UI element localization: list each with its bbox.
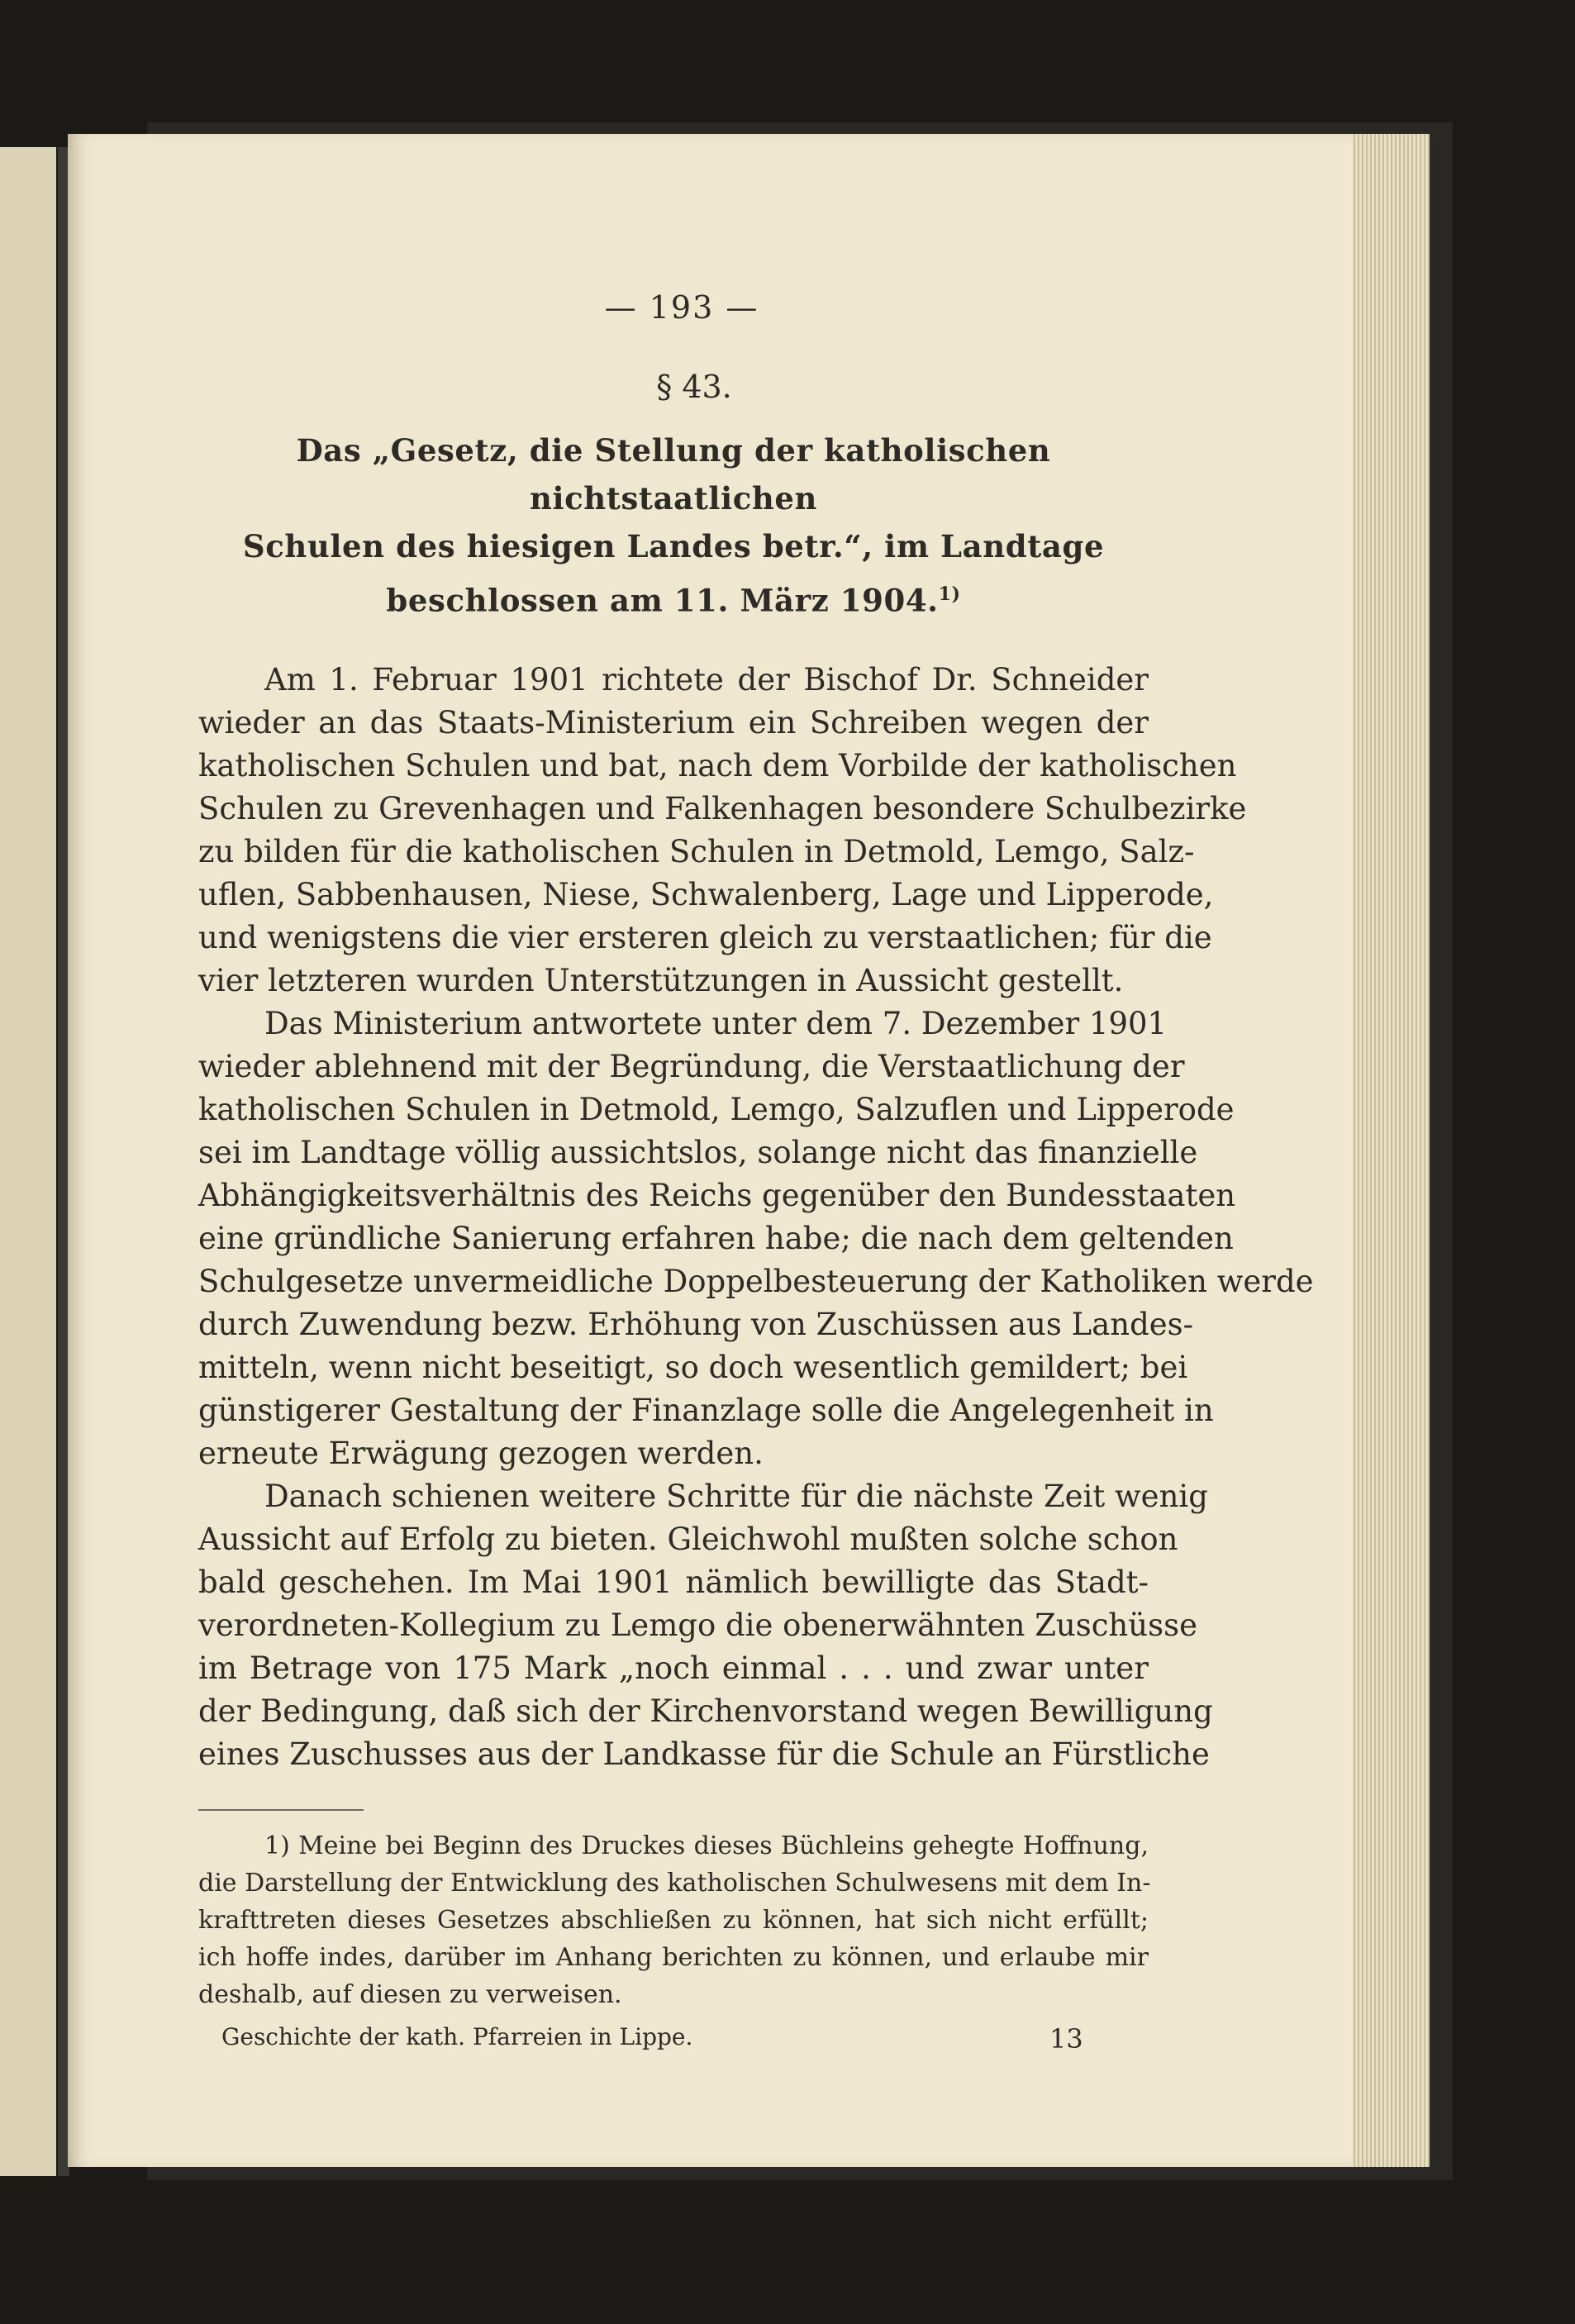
body-line: bald geschehen. Im Mai 1901 nämlich bewilligte das Stadt- [198, 1564, 1149, 1601]
body-line: Schulen zu Grevenhagen und Falkenhagen besondere Schulbezirke [198, 791, 1247, 827]
footnote [198, 1827, 1149, 2013]
body-line: Das Ministerium antwortete unter dem 7. Dezember 1901 [264, 1006, 1168, 1042]
footnote-line: krafttreten dieses Gesetzes abschließen zu können, hat sich nicht erfüllt; [198, 1906, 1149, 1936]
facing-page-edge [0, 147, 56, 2176]
body-line: günstigerer Gestaltung der Finanzlage solle die Angelegenheit in [198, 1393, 1214, 1429]
title-line [198, 570, 1149, 624]
body-line: katholischen Schulen und bat, nach dem Vorbilde der katholischen [198, 748, 1237, 784]
body-line: mitteln, wenn nicht beseitigt, so doch wesentlich gemildert; bei [198, 1350, 1188, 1386]
body-line: verordneten-Kollegium zu Lemgo die obenerwähnten Zuschüsse [198, 1607, 1197, 1644]
running-title: Geschichte der kath. Pfarreien in Lippe. [221, 2023, 693, 2051]
body-line: Aussicht auf Erfolg zu bieten. Gleichwohl mußten solche schon [198, 1522, 1178, 1558]
footnote-rule [198, 1809, 364, 1811]
body-line: Schulgesetze unvermeidliche Doppelbesteuerung der Katholiken werde [198, 1264, 1314, 1300]
body-line: Danach schienen weitere Schritte für die nächste Zeit wenig [264, 1479, 1208, 1515]
running-footer [198, 2023, 1149, 2058]
body-line: zu bilden für die katholischen Schulen in Detmold, Lemgo, Salz- [198, 834, 1195, 870]
body-line: vier letzteren wurden Unterstützungen in Aussicht gestellt. [198, 963, 1124, 999]
body-line: eines Zuschusses aus der Landkasse für die Schule an Fürstliche [198, 1736, 1210, 1773]
body-line: eine gründliche Sanierung erfahren habe; die nach dem geltenden [198, 1221, 1234, 1257]
body-line: erneute Erwägung gezogen werden. [198, 1436, 764, 1472]
body-line: Abhängigkeitsverhältnis des Reichs gegenüber den Bundesstaaten [198, 1178, 1236, 1214]
body-line: im Betrage von 175 Mark „noch einmal . . . und zwar unter [198, 1650, 1149, 1687]
body-line: Am 1. Februar 1901 richtete der Bischof Dr. Schneider [264, 662, 1149, 698]
page-block-edge [1347, 134, 1430, 2167]
text-block [198, 289, 1314, 2058]
body-line: sei im Landtage völlig aussichtslos, solange nicht das finanzielle [198, 1135, 1198, 1171]
body-line: durch Zuwendung bezw. Erhöhung von Zuschüssen aus Landes- [198, 1307, 1194, 1343]
footnote-line: 1) Meine bei Beginn des Druckes dieses Büchleins gehegte Hoffnung, [264, 1831, 1149, 1861]
footnote-line: die Darstellung der Entwicklung des katholischen Schulwesens mit dem In- [198, 1869, 1151, 1898]
body-line: wieder ablehnend mit der Begründung, die Verstaatlichung der [198, 1049, 1185, 1085]
body-text [198, 659, 1314, 1776]
title-line: Schulen des hiesigen Landes betr.“, im Landtage [242, 528, 1105, 564]
section-title [198, 426, 1149, 624]
body-line: uflen, Sabbenhausen, Niese, Schwalenberg, Lage und Lipperode, [198, 877, 1214, 913]
page-number: — 193 — [604, 289, 759, 326]
body-line: und wenigstens die vier ersteren gleich zu verstaatlichen; für die [198, 920, 1212, 956]
body-line: katholischen Schulen in Detmold, Lemgo, Salzuflen und Lipperode [198, 1092, 1235, 1128]
footnote-ref: 1) [938, 583, 961, 605]
body-line: wieder an das Staats-Ministerium ein Schreiben wegen der [198, 705, 1149, 741]
signature-mark: 13 [1049, 2023, 1083, 2055]
title-line: Das „Gesetz, die Stellung der katholischen nichtstaatlichen [296, 432, 1051, 517]
footnote-line: deshalb, auf diesen zu verweisen. [198, 1980, 622, 2010]
section-mark: § 43. [656, 369, 732, 405]
body-line: der Bedingung, daß sich der Kirchenvorstand wegen Bewilligung [198, 1693, 1213, 1730]
title-line-text: beschlossen am 11. März 1904. [386, 582, 939, 619]
footnote-line: ich hoffe indes, darüber im Anhang berichten zu können, und erlaube mir [198, 1943, 1149, 1973]
